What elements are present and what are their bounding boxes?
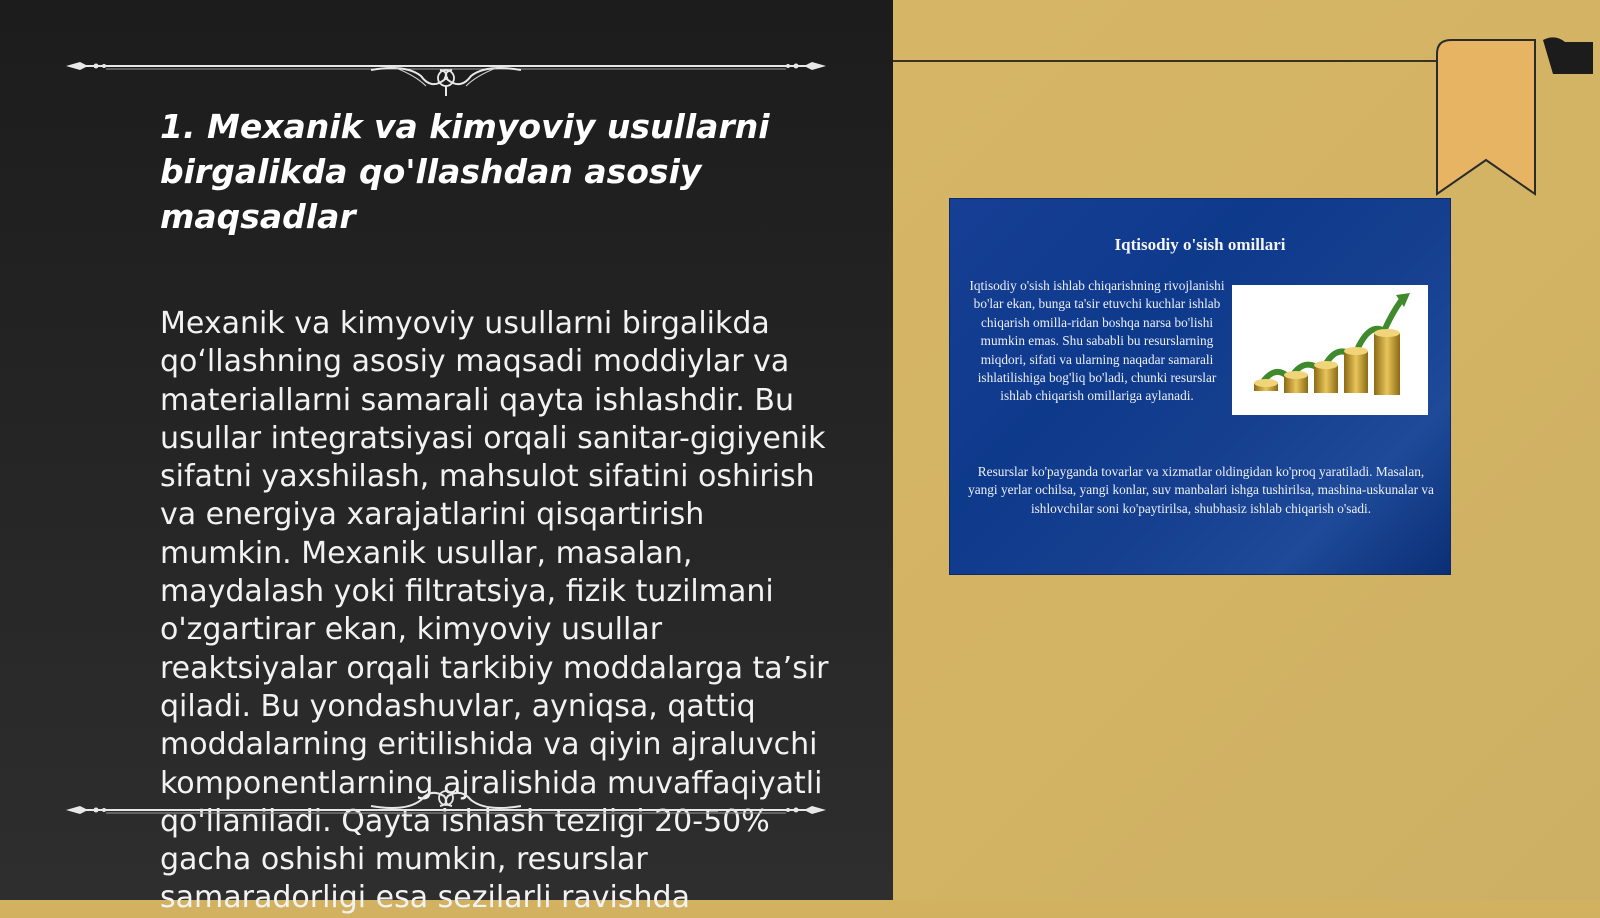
slide-title: 1. Mexanik va kimyoviy usullarni birgalikda qo'llashdan asosiy maqsadlar xyxy=(160,107,770,236)
ornament-divider-top xyxy=(66,46,826,96)
image-panel xyxy=(893,0,1600,900)
card-paragraph-1: Iqtisodiy o'sish ishlab chiqarishning rivojlanishi bo'lar ekan, bunga ta'sir etuvchi kuchlar ishlab chiqarish omilla-ridan boshqa narsa bo'lishi mumkin emas. Shu sababli bu resurslarning miqdori, sifati va ularning naqadar samarali ishlatilishiga bog'liq bo'ladi, chunki resurslar ishlab chiqarish omillariga aylanadi. xyxy=(969,278,1225,404)
ornament-divider-bottom xyxy=(66,790,826,840)
decorative-line xyxy=(893,60,1453,62)
bookmark-ribbon xyxy=(1433,34,1593,204)
image-card xyxy=(950,199,1450,574)
coin-stacks-growth-icon xyxy=(1232,285,1428,415)
slide-body-text: Mexanik va kimyoviy usullarni birgalikda qo‘llashning asosiy maqsadi moddiylar va materiallarni samarali qayta ishlashdir. Bu usullar integratsiyasi orqali sanitar-gigiyenik sifatni yaxshilash, mahsulot sifatini oshirish va energiya xarajatlarini qisqartirish mumkin. Mexanik usullar, masalan, maydalash yoki filtratsiya, fizik tuzilmani o'zgartirar ekan, kimyoviy usullar reaktsiyalar orqali tarkibiy moddalarga ta’sir qiladi. Bu yondashuvlar, ayniqsa, qattiq moddalarning eritilishida va qiyin ajraluvchi komponentlarning ajralishida muvaffaqiyatli qo'llaniladi. Qayta ishlash tezligi 20-50% gacha oshishi mumkin, resurslar samaradorligi esa sezilarli ravishda xyxy=(160,306,829,916)
card-title: Iqtisodiy o'sish omillari xyxy=(1114,235,1286,254)
card-paragraph-2: Resurslar ko'payganda tovarlar va xizmatlar oldingidan ko'proq yaratiladi. Masalan, yangi yerlar ochilsa, yangi konlar, suv manbalari ishga tushirilsa, mashina-uskunalar va ishlovchilar soni ko'paytirilsa, shubhasiz ishlab chiqarish o'sadi. xyxy=(968,464,1434,516)
